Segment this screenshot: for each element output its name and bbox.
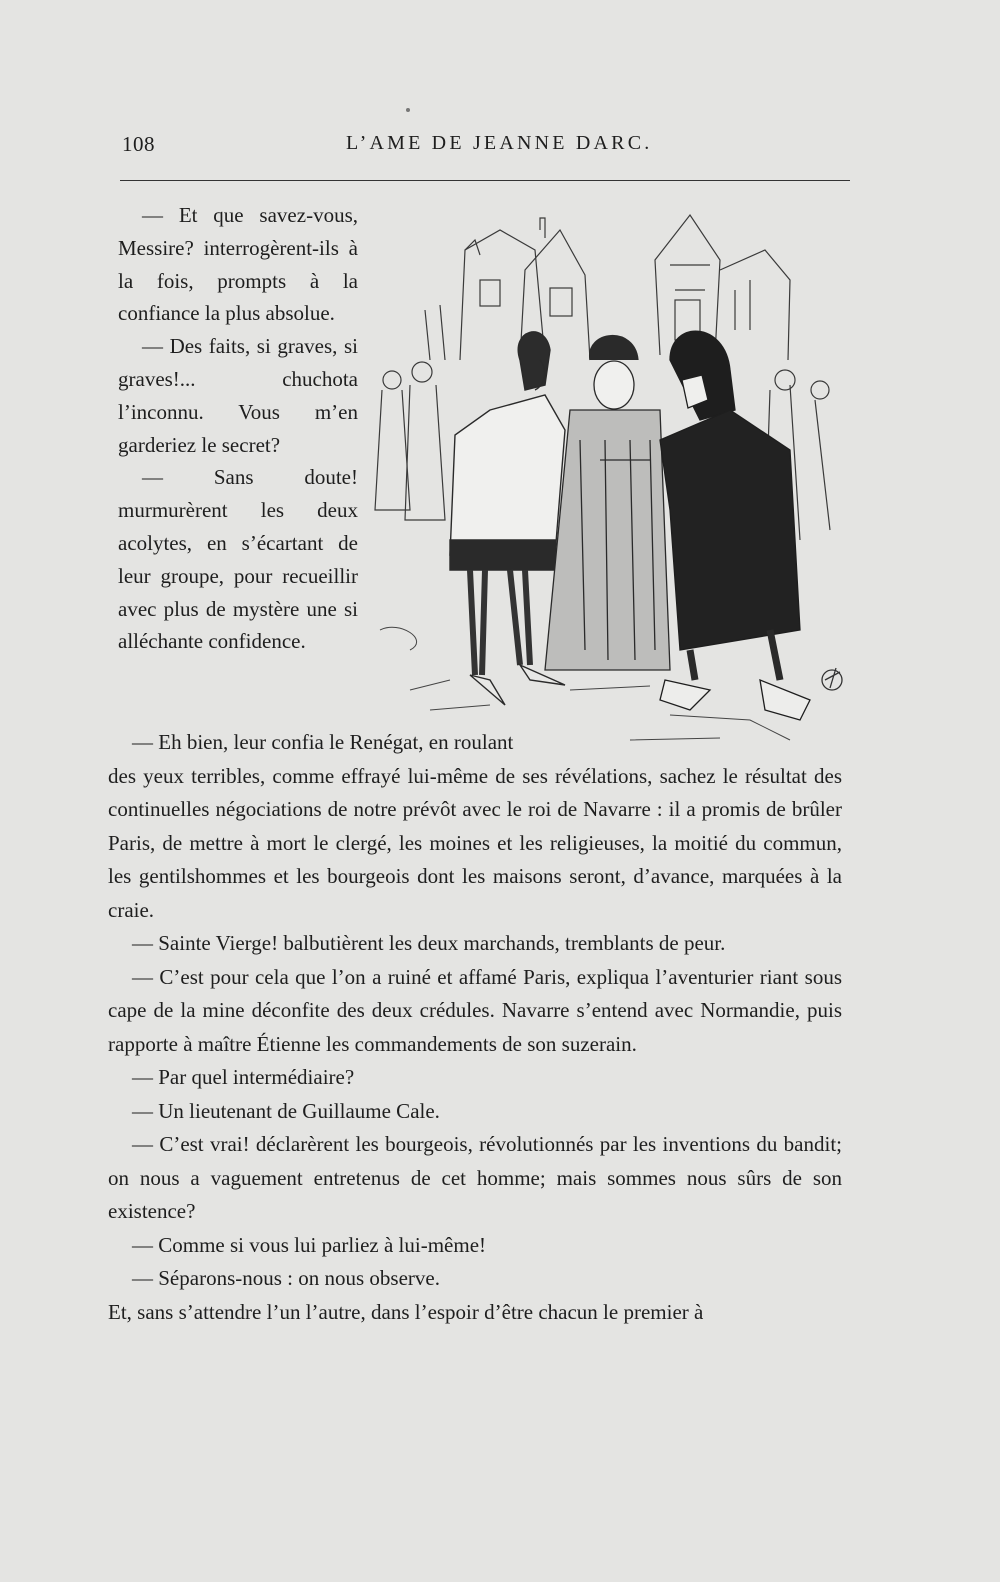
engraving-illustration <box>370 210 860 760</box>
paragraph: — Un lieutenant de Guillaume Cale. <box>132 1098 440 1123</box>
engraving-three-figures-icon <box>370 210 860 760</box>
paragraph: — Et que savez-vous, Messire? interrogèrent-ils à la fois, prompts à la confiance la plus absolue. <box>118 203 358 326</box>
paragraph-first-line: — Eh bien, leur confia le Renégat, en roulant <box>132 730 514 754</box>
paragraph: Et, sans s’attendre l’un l’autre, dans l’espoir d’être chacun le premier à <box>108 1299 704 1324</box>
paragraph: — Séparons-nous : on nous observe. <box>132 1266 440 1290</box>
running-title: L’AME DE JEANNE DARC. <box>346 132 653 154</box>
paragraph: — Sans doute! murmurèrent les deux acolytes, en s’écartant de leur groupe, pour recueillir avec plus de mystère une si alléchante confidence. <box>118 465 358 654</box>
ink-speck <box>406 108 410 112</box>
wide-text-column <box>108 726 842 1329</box>
running-header <box>122 132 850 162</box>
page-number: 108 <box>122 132 155 156</box>
paragraph: — Comme si vous lui parliez à lui-même! <box>132 1232 487 1257</box>
paragraph: — Par quel intermédiaire? <box>132 1065 355 1089</box>
paragraph: — Des faits, si graves, si graves!... chuchota l’inconnu. Vous m’en garderiez le secret? <box>118 334 358 457</box>
paragraph: — C’est vrai! déclarèrent les bourgeois, révolutionnés par les inventions du bandit; on nous a vaguement entretenus de cet homme; mais sommes nous sûrs de son existence? <box>108 1132 842 1223</box>
header-rule <box>120 180 850 181</box>
paragraph: des yeux terribles, comme effrayé lui-même de ses révélations, sachez le résultat des continuelles négociations de notre prévôt avec le roi de Navarre : il a promis de brûler Paris, de mettre à mort le clergé, les moines et les religieuses, la moitié du commun, les gentilshommes et les bourgeois dont les maisons seront, d’avance, marquées à la craie. <box>108 763 842 922</box>
narrow-text-column <box>118 199 358 658</box>
paragraph: — C’est pour cela que l’on a ruiné et affamé Paris, expliqua l’aventurier riant sous cape de la mine déconfite des deux crédules. Navarre s’entend avec Normandie, puis rapporte à maître Étienne les commandements de son suzerain. <box>108 964 842 1056</box>
artist-monogram <box>822 668 842 690</box>
paragraph: — Sainte Vierge! balbutièrent les deux marchands, tremblants de peur. <box>132 931 726 955</box>
